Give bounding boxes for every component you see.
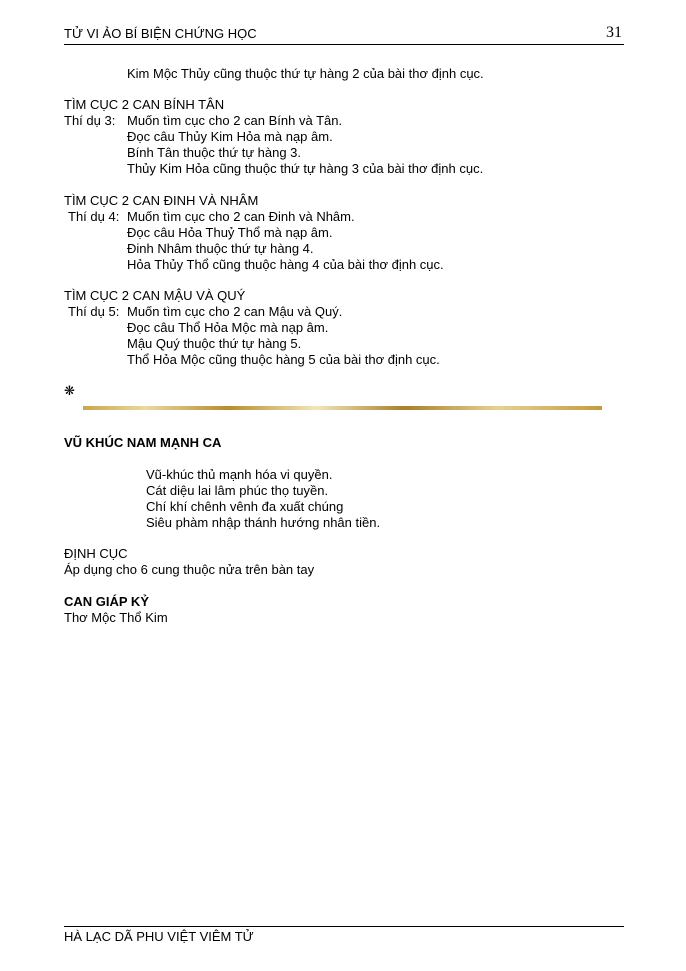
example-line: Đọc câu Hỏa Thuỷ Thổ mà nạp âm. [127,225,333,240]
footer-divider [64,926,624,927]
example-line: Thủy Kim Hỏa cũng thuộc thứ tự hàng 3 của bài thơ định cục. [127,161,484,176]
section-heading-can-giap-ky: CAN GIÁP KỶ [64,594,149,609]
page-footer-text: HÀ LẠC DÃ PHU VIỆT VIÊM TỬ [64,929,254,944]
poem-line: Siêu phàm nhập thánh hướng nhân tiền. [146,515,381,530]
section-heading-dinh-cuc: ĐỊNH CỤC [64,546,128,561]
gold-divider [83,406,602,410]
flower-ornament-icon: ❋ [64,383,75,398]
body-line: Thơ Mộc Thổ Kim [64,610,168,625]
example-line: Muốn tìm cục cho 2 can Mậu và Quý. [127,304,343,319]
section-heading-binh-tan: TÌM CỤC 2 CAN BÍNH TÂN [64,97,225,112]
poem-title: VŨ KHÚC NAM MẠNH CA [64,435,222,450]
example-label: Thí dụ 4: [68,209,120,224]
example-line: Bính Tân thuộc thứ tự hàng 3. [127,145,302,160]
page-header-title: TỬ VI ẢO BÍ BIỆN CHỨNG HỌC [64,26,257,41]
section-heading-dinh-nham: TÌM CỤC 2 CAN ĐINH VÀ NHÂM [64,193,259,208]
poem-line: Cát diệu lai lâm phúc thọ tuyền. [146,483,329,498]
poem-line: Chí khí chênh vênh đa xuất chúng [146,499,344,514]
example-label: Thí dụ 3: [64,113,116,128]
example-line: Đọc câu Thủy Kim Hỏa mà nạp âm. [127,129,333,144]
poem-line: Vũ-khúc thủ mạnh hóa vi quyền. [146,467,333,482]
example-line: Mậu Quý thuộc thứ tự hàng 5. [127,336,302,351]
example-line: Đinh Nhâm thuộc thứ tự hàng 4. [127,241,314,256]
body-line: Áp dụng cho 6 cung thuộc nửa trên bàn tay [64,562,315,577]
example-line: Hỏa Thủy Thổ cũng thuộc hàng 4 của bài thơ định cục. [127,257,444,272]
page-number: 31 [606,24,622,41]
example-line: Muốn tìm cục cho 2 can Bính và Tân. [127,113,343,128]
example-line: Muốn tìm cục cho 2 can Đinh và Nhâm. [127,209,355,224]
body-line: Kim Mộc Thủy cũng thuộc thứ tự hàng 2 của bài thơ định cục. [127,66,484,81]
example-label: Thí dụ 5: [68,304,120,319]
example-line: Đọc câu Thổ Hỏa Mộc mà nạp âm. [127,320,329,335]
header-divider [64,44,624,45]
section-heading-mau-quy: TÌM CỤC 2 CAN MẬU VÀ QUÝ [64,288,246,303]
example-line: Thổ Hỏa Mộc cũng thuộc hàng 5 của bài thơ định cục. [127,352,440,367]
